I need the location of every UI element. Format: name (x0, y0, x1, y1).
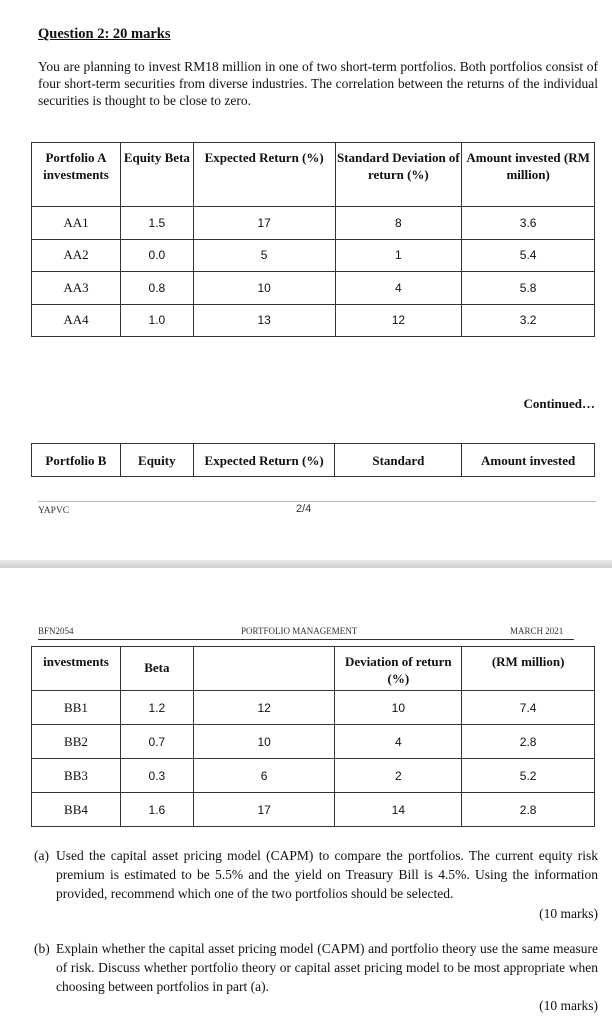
table-row (32, 691, 595, 725)
table-row (32, 725, 595, 759)
beta-value: 0.7 (120, 725, 193, 759)
header-portfolio-a-investments: Portfolio A investments (32, 143, 121, 207)
header-divider (38, 639, 574, 640)
exam-date: MARCH 2021 (510, 626, 564, 636)
question-title: Question 2: 20 marks (38, 26, 171, 42)
header-expected-return: Expected Return (%) (193, 444, 335, 477)
security-name: AA3 (32, 272, 121, 305)
portfolio-a-table (31, 142, 595, 337)
part-a-text: Used the capital asset pricing model (CAPM) to compare the portfolios. The current equity risk premium is estimated to be 5.5% and the yield on Treasury Bill is 4.5%. Using the information provided, recommend which one of the two portfolios should be selected. (56, 848, 598, 901)
return-value: 17 (193, 207, 335, 240)
header-investments: investments (32, 647, 121, 691)
amount-value: 3.6 (462, 207, 595, 240)
continued-note: Continued… (523, 396, 595, 411)
question-intro: You are planning to invest RM18 million in one of two short-term portfolios. Both portfolios consist of four short-term securities from diverse industries. The correlation between the returns of the individual securities is thought to be close to zero. (38, 59, 598, 108)
security-name: BB4 (32, 793, 121, 827)
return-value: 12 (193, 691, 335, 725)
sd-value: 14 (335, 793, 462, 827)
header-amount-invested: Amount invested (462, 444, 595, 477)
return-value: 6 (193, 759, 335, 793)
security-name: AA1 (32, 207, 121, 240)
part-b-text: Explain whether the capital asset pricing model (CAPM) and portfolio theory use the same measure of risk. Discuss whether portfolio theory or capital asset pricing model to be most appropriate when choosing between portfolios in part (a). (56, 941, 598, 994)
return-value: 10 (193, 725, 335, 759)
beta-value: 0.0 (120, 239, 193, 272)
table-header-row (32, 143, 595, 207)
amount-value: 5.2 (462, 759, 595, 793)
beta-value: 0.8 (120, 272, 193, 305)
table-header-row (32, 444, 595, 477)
sd-value: 2 (335, 759, 462, 793)
beta-value: 0.3 (120, 759, 193, 793)
table-row (32, 304, 595, 337)
beta-value: 1.2 (120, 691, 193, 725)
part-a-label: (a) (34, 848, 49, 863)
sd-value: 12 (335, 304, 462, 337)
course-code: BFN2054 (38, 626, 74, 636)
footer-divider (38, 501, 596, 502)
sd-value: 4 (335, 272, 462, 305)
return-value: 17 (193, 793, 335, 827)
header-equity: Equity (120, 444, 193, 477)
table-row (32, 239, 595, 272)
security-name: BB3 (32, 759, 121, 793)
return-value: 10 (193, 272, 335, 305)
part-b-marks: (10 marks) (539, 998, 598, 1013)
return-value: 5 (193, 239, 335, 272)
page-2 (0, 568, 612, 1024)
amount-value: 5.4 (462, 239, 595, 272)
part-b-label: (b) (34, 941, 50, 956)
amount-value: 7.4 (462, 691, 595, 725)
beta-value: 1.6 (120, 793, 193, 827)
security-name: AA4 (32, 304, 121, 337)
header-equity-beta: Equity Beta (120, 143, 193, 207)
sd-value: 1 (335, 239, 462, 272)
header-expected-return: Expected Return (%) (193, 143, 335, 207)
table-row (32, 207, 595, 240)
header-expected-return-cont (193, 647, 335, 691)
security-name: BB1 (32, 691, 121, 725)
beta-value: 1.0 (120, 304, 193, 337)
amount-value: 3.2 (462, 304, 595, 337)
page-gap (0, 560, 612, 568)
table-row (32, 272, 595, 305)
header-deviation-of-return: Deviation of return (%) (335, 647, 462, 691)
part-a-marks: (10 marks) (539, 906, 598, 921)
security-name: BB2 (32, 725, 121, 759)
header-amount-invested: Amount invested (RM million) (462, 143, 595, 207)
security-name: AA2 (32, 239, 121, 272)
table-row (32, 759, 595, 793)
beta-value: 1.5 (120, 207, 193, 240)
footer-left: YAPVC (38, 506, 70, 516)
course-title: PORTFOLIO MANAGEMENT (241, 626, 358, 636)
header-standard: Standard (335, 444, 462, 477)
amount-value: 2.8 (462, 725, 595, 759)
amount-value: 5.8 (462, 272, 595, 305)
portfolio-b-header-table (31, 443, 595, 477)
header-portfolio-b: Portfolio B (32, 444, 121, 477)
portfolio-b-table (31, 646, 595, 827)
table-header-row (32, 647, 595, 691)
header-standard-deviation: Standard Deviation of return (%) (335, 143, 462, 207)
header-beta: Beta (120, 647, 193, 691)
page-number: 2/4 (296, 503, 312, 515)
amount-value: 2.8 (462, 793, 595, 827)
return-value: 13 (193, 304, 335, 337)
header-rm-million: (RM million) (462, 647, 595, 691)
sd-value: 4 (335, 725, 462, 759)
table-row (32, 793, 595, 827)
sd-value: 8 (335, 207, 462, 240)
sd-value: 10 (335, 691, 462, 725)
